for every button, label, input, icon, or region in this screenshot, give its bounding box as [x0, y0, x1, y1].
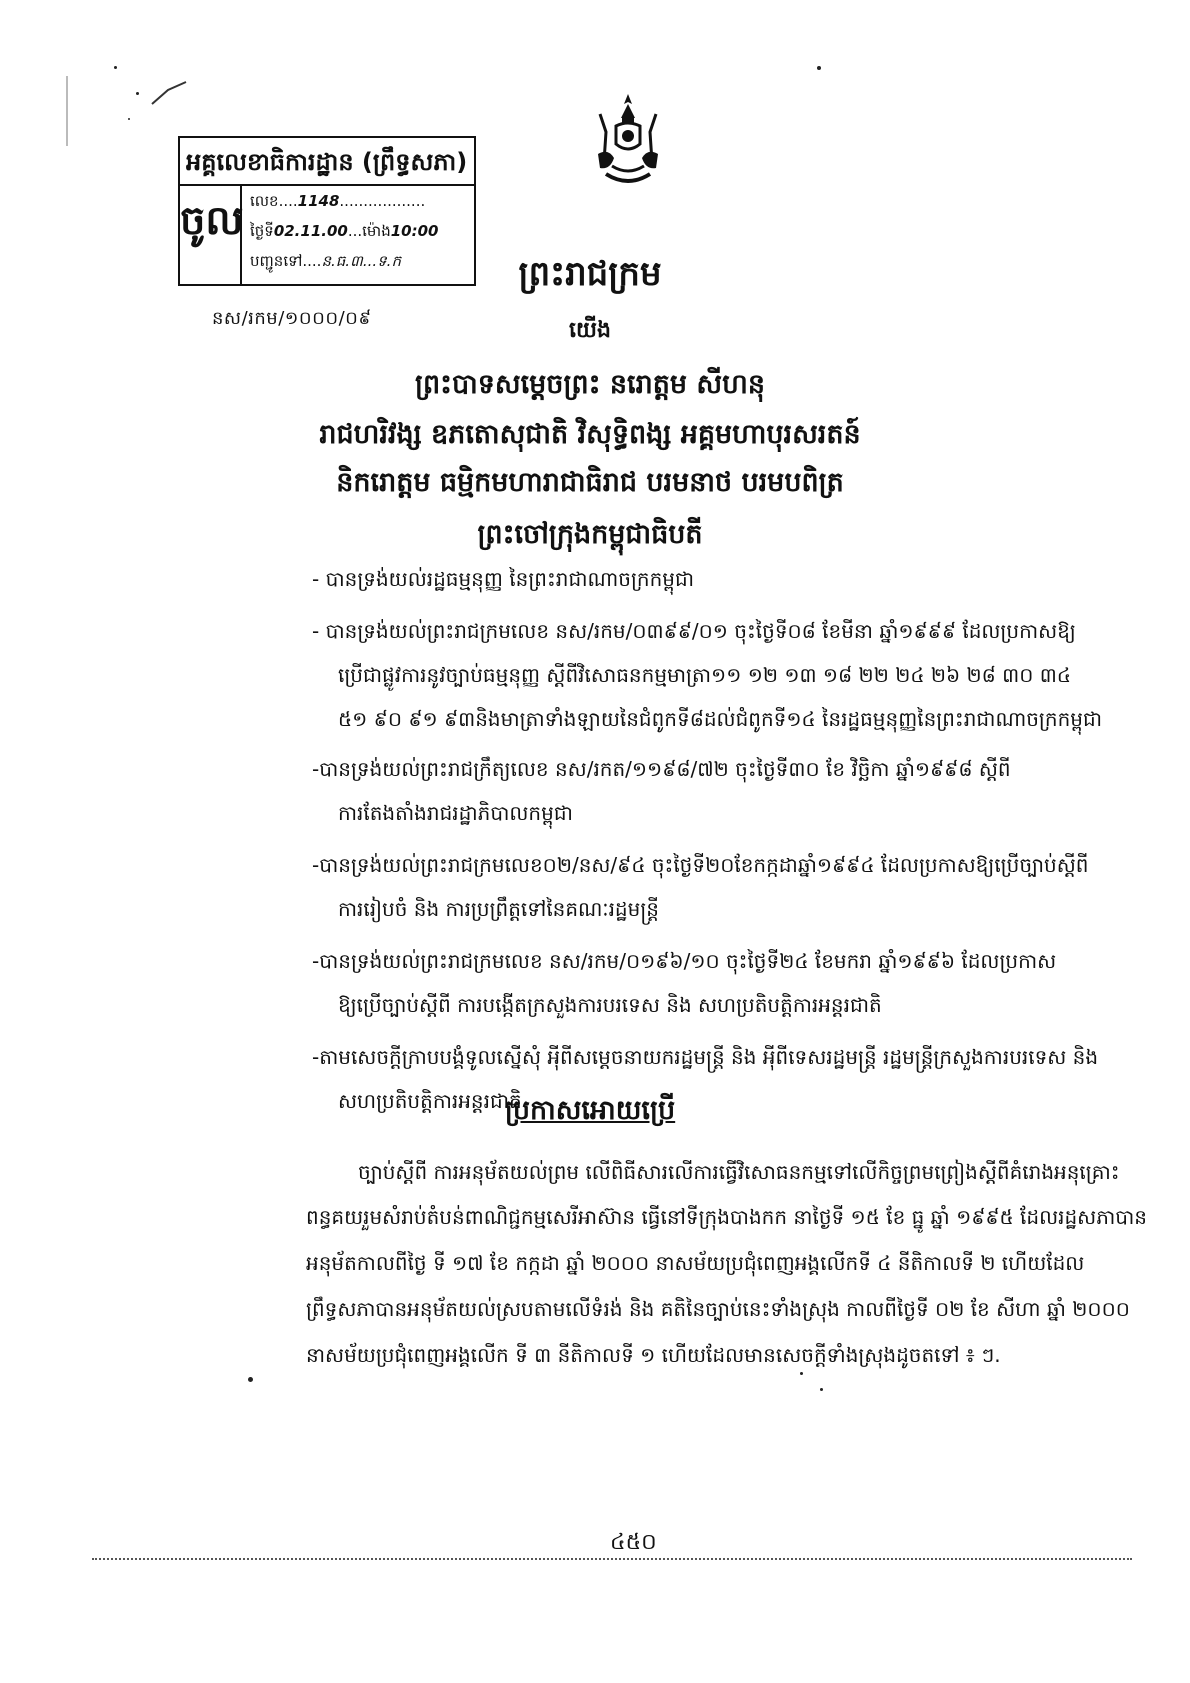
reference-line: -បានទ្រង់យល់ព្រះរាជក្រឹត្យលេខ នស/រកត/១១៩៨/៧២ ចុះថ្ងៃទី៣០ ខែ វិច្ឆិកា ឆ្នាំ១៩៩៨ ស្តីពី: [312, 757, 1011, 781]
scan-edge-line: [92, 1558, 1132, 1560]
stamp-sent-label: បញ្ជូនទៅ: [250, 252, 303, 270]
promulgate-heading: ប្រកាសអោយប្រើ: [504, 1095, 676, 1126]
reference-line: - បានទ្រង់យល់រដ្ឋធម្មនុញ្ញ នៃព្រះរាជាណាចក្រកម្ពុជា: [312, 567, 695, 591]
body-line: ព្រឹទ្ធសភាបានអនុម័តយល់ស្របតាមលើទំរង់ និង គតិនៃច្បាប់នេះទាំងស្រុង កាលពីថ្ងៃទី ០២ ខែ សីហា ឆ្នាំ ២០០០: [306, 1297, 1130, 1321]
stamp-date-value: 02.11.00: [273, 222, 348, 240]
king-title-line-1: ព្រះបាទសម្តេចព្រះ នរោត្តម សីហនុ: [415, 369, 765, 400]
reference-line: - បានទ្រង់យល់ព្រះរាជក្រមលេខ នស/រកម/០៣៩៩/០១ ចុះថ្ងៃទី០៨ ខែមីនា ឆ្នាំ១៩៩៩ ដែលប្រកាសឱ្យ: [312, 619, 1076, 643]
king-title-line-4: ព្រះចៅក្រុងកម្ពុជាធិបតី: [477, 519, 703, 550]
stamp-title: អគ្គលេខាធិការដ្ឋាន (ព្រឹទ្ធសភា): [180, 138, 474, 186]
reference-line: ប្រើជាផ្លូវការនូវច្បាប់ធម្មនុញ្ញ ស្តីពីវិសោធនកម្មមាត្រា១១ ១២ ១៣ ១៨ ២២ ២៤ ២៦ ២៨ ៣០ ៣៤: [338, 663, 1072, 687]
reference-line: -តាមសេចក្តីក្រាបបង្គំទូលស្នើសុំ អ៉ីពីសម្តេចនាយករដ្ឋមន្ត្រី និង អ៉ីពីទេសរដ្ឋមន្ត្រី រដ្ឋមន្ត្រីក្រសួងការបរទេស និង: [312, 1045, 1099, 1069]
king-title-line-3: និករោត្តម ធម្មិកមហារាជាធិរាជ បរមនាថ បរមបពិត្រ: [336, 467, 844, 498]
body-line: នាសម័យប្រជុំពេញអង្គលើក ទី ៣ នីតិកាលទី ១ ហើយដែលមានសេចក្តីទាំងស្រុងដូចតទៅ ៖ ៗ.: [306, 1343, 1001, 1367]
document-title: ព្រះរាជក្រម: [518, 254, 662, 294]
body-line: ច្បាប់ស្តីពី ការអនុម័តយល់ព្រម លើពិធីសារលើការធ្វើវិសោធនកម្មទៅលើកិច្ចព្រមព្រៀងស្តីពីគំរោងអនុគ្រោះ: [358, 1160, 1120, 1184]
scan-speck: [800, 1372, 803, 1375]
stamp-sent-row: បញ្ជូនទៅ....ន.ធ.៣...ទ.ក: [250, 252, 401, 270]
scan-speck: [817, 66, 821, 70]
body-line: អនុម័តកាលពីថ្ងៃ ទី ១៧ ខែ កក្កដា ឆ្នាំ ២០០០ នាសម័យប្រជុំពេញអង្គលើកទី ៤ នីតិកាលទី ២ ហើយដែល: [306, 1251, 1085, 1275]
scan-speck: [136, 92, 139, 95]
stamp-number-label: លេខ: [250, 192, 279, 210]
reference-line: ការរៀបចំ និង ការប្រព្រឹត្តទៅនៃគណៈរដ្ឋមន្ត្រី: [338, 897, 659, 921]
reference-line: -បានទ្រង់យល់ព្រះរាជក្រមលេខ នស/រកម/០១៩៦/១០ ចុះថ្ងៃទី២៤ ខែមករា ឆ្នាំ១៩៩៦ ដែលប្រកាស: [312, 949, 1057, 973]
document-number: នស/រកម/១០០០/០៩: [212, 308, 372, 329]
scan-noise: [66, 76, 68, 146]
reference-line: សហប្រតិបត្តិការអន្តរជាតិ: [338, 1089, 522, 1113]
pen-scratch: [150, 78, 190, 108]
reference-line: ការតែងតាំងរាជរដ្ឋាភិបាលកម្ពុជា: [338, 801, 573, 825]
scan-speck: [248, 1377, 253, 1382]
stamp-number-row: លេខ....1148..................: [250, 192, 426, 210]
stamp-date-label: ថ្ងៃទី: [250, 222, 274, 240]
king-title-line-2: រាជហរិវង្ស ឧភតោសុជាតិ វិសុទ្ធិពង្ស អគ្គមហាបុរសរតន៍: [319, 419, 861, 450]
scan-speck: [114, 66, 117, 69]
body-line: ពន្ធគយរួមសំរាប់តំបន់ពាណិជ្ជកម្មសេរីអាស៊ាន ធ្វើនៅទីក្រុងបាងកក នាថ្ងៃទី ១៥ ខែ ធ្នូ ឆ្នាំ ១៩៩៥ ដែលរដ្ឋសភាបាន: [306, 1205, 1147, 1229]
page-number: ៤៥០: [610, 1530, 657, 1555]
scan-speck: [820, 1388, 823, 1391]
royal-emblem-icon: [588, 92, 668, 192]
stamp-time-value: 10:00: [390, 222, 439, 240]
stamp-date-row: ថ្ងៃទី02.11.00...ម៉ោង10:00: [250, 222, 439, 240]
stamp-time-label: ម៉ោង: [362, 222, 391, 240]
we-heading: យើង: [569, 318, 611, 343]
stamp-number-value: 1148: [297, 192, 340, 210]
scan-speck: [128, 118, 130, 120]
stamp-received-mark: ចូល: [180, 186, 242, 284]
reference-line: -បានទ្រង់យល់ព្រះរាជក្រមលេខ០២/នស/៩៤ ចុះថ្ងៃទី២០ខែកក្កដាឆ្នាំ១៩៩៤ ដែលប្រកាសឱ្យប្រើច្បាប់ស្តីពី: [312, 853, 1089, 877]
reference-line: ៥១ ៩០ ៩១ ៩៣និងមាត្រាទាំងឡាយនៃជំពូកទី៨ដល់ជំពូកទី១៤ នៃរដ្ឋធម្មនុញ្ញនៃព្រះរាជាណាចក្រកម្ពុជា: [338, 707, 1103, 731]
reference-line: ឱ្យប្រើច្បាប់ស្តីពី ការបង្កើតក្រសួងការបរទេស និង សហប្រតិបត្តិការអន្តរជាតិ: [338, 993, 882, 1017]
